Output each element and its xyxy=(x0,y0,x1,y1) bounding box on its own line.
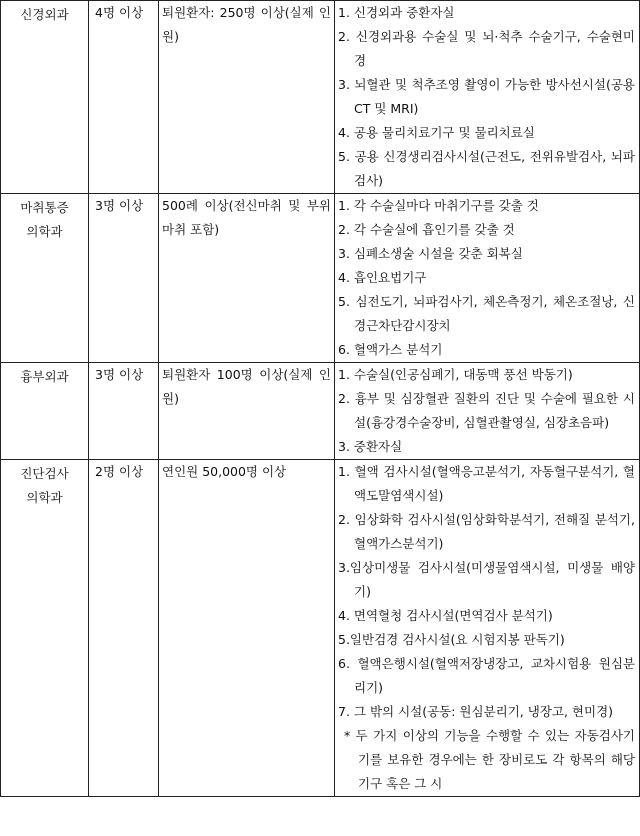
dept-name-line-1: 마취통증 xyxy=(20,200,69,215)
dept-name-line-2: 의학과 xyxy=(26,224,63,239)
facility-item: 4. 흡인요법기구 xyxy=(338,270,427,285)
requirement-cell: 500례 이상(전신마취 및 부위마취 포함) xyxy=(159,194,335,363)
staff-count-cell: 3명 이상 xyxy=(89,194,159,363)
requirement-cell: 연인원 50,000명 이상 xyxy=(159,460,335,797)
staff-count-cell: 2명 이상 xyxy=(89,460,159,797)
dept-cell xyxy=(1,1,89,194)
facility-item: 5.일반검경 검사시설(요 시험지봉 판독기) xyxy=(338,632,565,647)
facility-item: 5. 심전도기, 뇌파검사기, 체온측정기, 체온조절낭, 신경근차단감시장치 xyxy=(338,294,635,333)
facility-item: 3. 뇌혈관 및 척추조영 촬영이 가능한 방사선시설(공용 CT 및 MRI) xyxy=(338,77,635,116)
facility-item: 2. 신경외과용 수술실 및 뇌·척추 수술기구, 수술현미경 xyxy=(338,29,635,68)
facility-item: 4. 공용 물리치료기구 및 물리치료실 xyxy=(338,125,535,140)
facilities-cell xyxy=(335,460,640,797)
facilities-cell xyxy=(335,194,640,363)
dept-name-line-1: 진단검사 xyxy=(20,466,69,481)
requirement-cell: 퇴원환자: 250명 이상(실제 인원) xyxy=(159,1,335,194)
facility-item: 3. 심폐소생술 시설을 갖춘 회복실 xyxy=(338,246,523,261)
facility-item: 1. 신경외과 중환자실 xyxy=(338,5,455,20)
dept-name-line-2: 의학과 xyxy=(26,490,63,505)
facility-item: 2. 흉부 및 심장혈관 질환의 진단 및 수술에 필요한 시설(흉강경수술장비, 심혈관촬영실, 심장초음파) xyxy=(338,391,635,430)
facility-item: 5. 공용 신경생리검사시설(근전도, 전위유발검사, 뇌파검사) xyxy=(338,149,635,188)
table-row xyxy=(1,1,640,194)
facilities-cell xyxy=(335,363,640,460)
facility-item: 2. 임상화학 검사시설(임상화학분석기, 전해질 분석기, 혈액가스분석기) xyxy=(338,512,635,551)
staff-count-cell: 3명 이상 xyxy=(89,363,159,460)
requirement-cell: 퇴원환자 100명 이상(실제 인원) xyxy=(159,363,335,460)
dept-name: 신경외과 xyxy=(20,7,69,22)
facility-item: 7. 그 밖의 시설(공동: 원심분리기, 냉장고, 현미경) xyxy=(338,704,614,719)
facility-item: 4. 면역혈청 검사시설(면역검사 분석기) xyxy=(338,608,553,623)
staff-count-cell: 4명 이상 xyxy=(89,1,159,194)
dept-cell xyxy=(1,194,89,363)
facility-item: 3. 중환자실 xyxy=(338,439,403,454)
facility-item: 1. 각 수술실마다 마취기구를 갖출 것 xyxy=(338,198,539,213)
table-row xyxy=(1,460,640,797)
facility-item: 3.임상미생물 검사시설(미생물염색시설, 미생물 배양기) xyxy=(338,560,635,599)
facility-note: * 두 가지 이상의 기능을 수행할 수 있는 자동검사기기를 보유한 경우에는 한 장비로도 각 항목의 해당 기구 혹은 그 시 xyxy=(344,728,635,791)
dept-name: 흉부외과 xyxy=(20,369,69,384)
facility-item: 6. 혈액가스 분석기 xyxy=(338,342,443,357)
table-row xyxy=(1,194,640,363)
dept-cell xyxy=(1,363,89,460)
facility-item: 2. 각 수술실에 흡인기를 갖출 것 xyxy=(338,222,515,237)
dept-cell xyxy=(1,460,89,797)
facilities-cell xyxy=(335,1,640,194)
facility-item: 1. 혈액 검사시설(혈액응고분석기, 자동혈구분석기, 혈액도말염색시설) xyxy=(338,464,635,503)
facility-item: 6. 혈액은행시설(혈액저장냉장고, 교차시험용 원심분리기) xyxy=(338,656,635,695)
table-row xyxy=(1,363,640,460)
facility-item: 1. 수술실(인공심폐기, 대동맥 풍선 박동기) xyxy=(338,367,573,382)
